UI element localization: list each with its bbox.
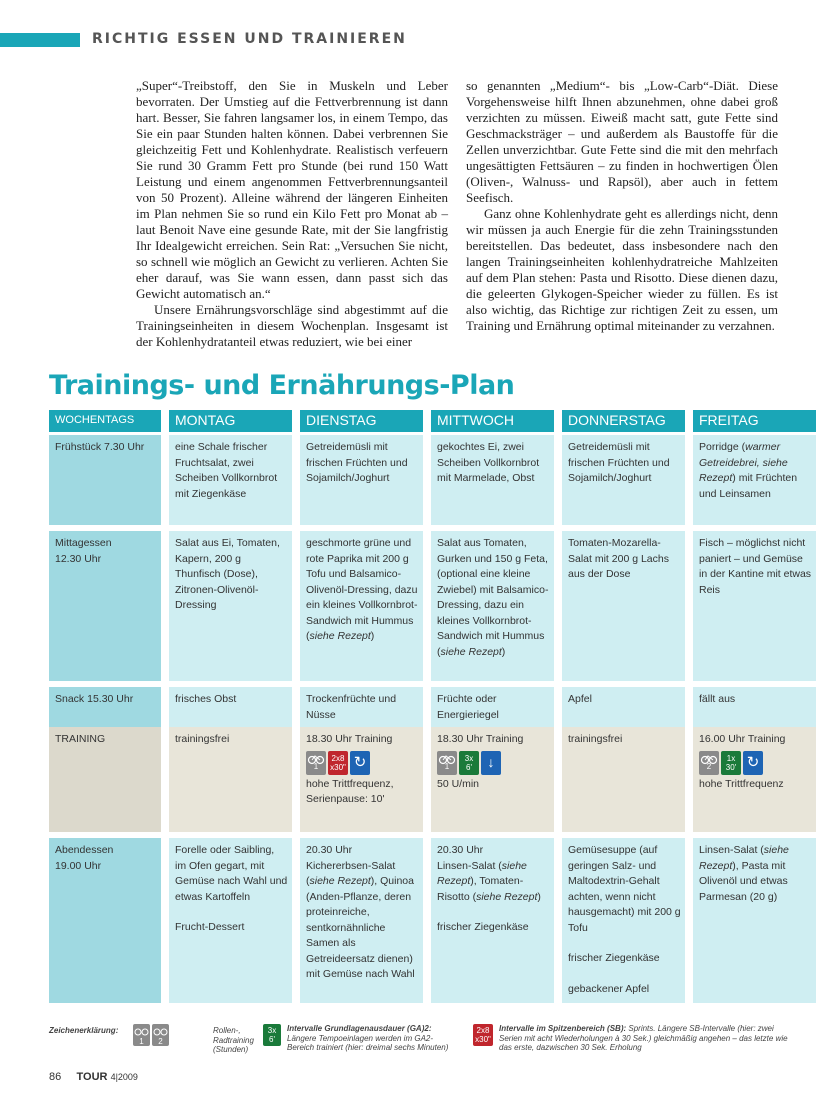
legend-ga-text bbox=[287, 1024, 457, 1053]
text: Linsen-Salat ( bbox=[437, 859, 502, 872]
ga-interval-icon bbox=[263, 1024, 281, 1046]
text: x30" bbox=[475, 1035, 491, 1044]
paragraph: so genannten „Medium“- bis „Low-Carb“-Diät. Diese Vorgehensweise hilft Ihnen abzunehmen, ohne dabei groß verzichten zu müssen. Eiweiß macht satt, gute Fette sind Geschmacksträger – und außerdem als Baustoffe für die Zellen unverzichtbar. Gute Fette sind die mit den mehrfach ungesättigten Fettsäuren – zu finden in hochwertigen Ölen (Oliven-, Walnuss- und Rapsöl), aber auch in fettem Seefisch. bbox=[466, 78, 778, 205]
text: ) bbox=[501, 645, 506, 658]
high-cadence-icon: ↻ bbox=[743, 751, 763, 775]
ga-interval-icon bbox=[459, 751, 479, 775]
training-icons bbox=[306, 751, 419, 775]
text: 1 bbox=[313, 762, 319, 771]
day-header-tuesday: DIENSTAG bbox=[300, 410, 423, 435]
text: Längere Tempoeinlagen werden im GA2-Bereich trainiert (hier: dreimal sechs Minuten) bbox=[287, 1033, 449, 1052]
text: 1 bbox=[444, 762, 450, 771]
text: 6' bbox=[466, 762, 472, 772]
text: siehe Rezept bbox=[437, 859, 527, 887]
bike-icon bbox=[306, 751, 326, 775]
text: 20.30 Uhr bbox=[437, 844, 484, 856]
text: Frucht-Dessert bbox=[175, 921, 245, 933]
text: 2x8 bbox=[331, 753, 345, 763]
row-label: Snack 15.30 Uhr bbox=[49, 687, 161, 727]
legend-sb-text bbox=[499, 1024, 799, 1053]
text: 6' bbox=[269, 1035, 275, 1044]
cell: gekochtes Ei, zwei Scheiben Vollkornbrot mit Marmelade, Obst bbox=[431, 435, 554, 525]
sb-interval-icon bbox=[328, 751, 348, 775]
cell: Tomaten-Mozarella-Salat mit 200 g Lachs aus der Dose bbox=[562, 531, 685, 681]
row-label bbox=[49, 838, 161, 1003]
text: ), Pasta mit Olivenöl und etwas Parmesan (20 g) bbox=[699, 859, 788, 903]
text: Gemüsesuppe (auf geringen Salz- und Maltodextrin-Gehalt achten, wenn nicht hausgemacht) mit 200 g Tofu bbox=[568, 844, 681, 934]
cell bbox=[300, 838, 423, 1003]
text: siehe Rezept bbox=[440, 645, 502, 658]
cell bbox=[169, 838, 292, 1003]
text: Mittagessen bbox=[55, 537, 112, 549]
text: siehe Rezept bbox=[309, 875, 371, 887]
text: 3x bbox=[464, 753, 474, 763]
cell bbox=[693, 727, 816, 832]
day-header-thursday: DONNERSTAG bbox=[562, 410, 685, 435]
sb-interval-icon bbox=[473, 1024, 493, 1046]
row-dinner bbox=[49, 838, 816, 1003]
cell: trainingsfrei bbox=[562, 727, 685, 832]
cell bbox=[431, 531, 554, 681]
paragraph: „Super“-Treibstoff, den Sie in Muskeln und Leber bevorraten. Der Umstieg auf die Fettverbrennung ist dann hart. Besser, Sie fahren langsamer los, in einem Tempo, das Sie ein paar Stunden halten können. Dabei verbrennen Sie gleichzeitig Fett und Kohlenhydrate. Realistisch verfeuern Sie rund 30 Gramm Fett pro Stunde (bei rund 150 Watt Leistung und einem angenommen Fettverbrennungsanteil von 50 Prozent). Alleine während der längeren Einheiten im Plan nehmen Sie so rund ein Kilo Fett pro Monat ab – laut Benoit Nave eine gesunde Rate, mit der Sie langfristig Ihr Idealgewicht erreichen. Sein Rat: „Versuchen Sie nicht, so schnell wie möglich an Gewicht zu verlieren. Achten Sie eher darauf, was Sie wann essen, dann passt sich das Gewicht automatisch an.“ bbox=[136, 78, 448, 301]
row-training bbox=[49, 727, 816, 832]
text: ), Quinoa (Anden-Pflanze, deren proteinreiche, sentkornähnliche Samen als Getreideersatz dienen) mit Gemüse nach Wahl bbox=[306, 875, 415, 980]
legend-bike-icons bbox=[133, 1024, 169, 1046]
text: geschmorte grüne und rote Paprika mit 200 g Tofu und Balsamico-Olivenöl-Dressing, dazu ein kleines Vollkornbrot-Sandwich mit Hummus ( bbox=[306, 537, 418, 642]
plan-table bbox=[49, 410, 816, 1003]
training-icons bbox=[699, 751, 812, 775]
text: 20.30 Uhr bbox=[306, 844, 353, 856]
text: Sprints. Längere SB-Intervalle (hier: zwei Serien mit acht Wiederholungen à 30 Sek.) gleichmäßig angehen – das letzte wie das erste, dazwischen 30 Sek. Erholung bbox=[499, 1024, 788, 1052]
cell: Salat aus Ei, Tomaten, Kapern, 200 g Thunfisch (Dose), Zitronen-Olivenöl-Dressing bbox=[169, 531, 292, 681]
cell: fällt aus bbox=[693, 687, 816, 727]
text: ) mit Früchten und Leinsamen bbox=[699, 472, 798, 500]
bike-icon bbox=[133, 1024, 150, 1046]
issue: 4|2009 bbox=[110, 1072, 138, 1082]
cell bbox=[300, 727, 423, 832]
cell bbox=[431, 727, 554, 832]
text: warmer Getreidebrei, siehe Rezept bbox=[699, 441, 788, 484]
article-column-1 bbox=[136, 78, 448, 350]
text: 16.00 Uhr Training bbox=[699, 733, 786, 745]
text: ) bbox=[370, 630, 375, 642]
text: 30' bbox=[725, 762, 737, 772]
text: frischer Ziegenkäse bbox=[437, 921, 529, 933]
text: 2x8 bbox=[476, 1026, 490, 1035]
text: hohe Trittfrequenz, Serienpause: 10' bbox=[306, 777, 394, 805]
cell bbox=[562, 838, 685, 1003]
text: ) bbox=[537, 890, 541, 903]
text: siehe Rezept bbox=[476, 890, 538, 903]
paragraph: Unsere Ernährungsvorschläge sind abgestimmt auf die Trainingseinheiten in diesem Wochenplan. Insgesamt ist der Kohlenhydratanteil etwas reduziert, wie bei einer bbox=[136, 302, 448, 349]
cell: frisches Obst bbox=[169, 687, 292, 727]
text: hohe Trittfrequenz bbox=[699, 777, 784, 790]
low-cadence-icon: ↓ bbox=[481, 751, 501, 775]
magazine-name: TOUR bbox=[76, 1071, 108, 1083]
plan-header-row bbox=[49, 410, 816, 435]
cell: Apfel bbox=[562, 687, 685, 727]
cell: Getreidemüsli mit frischen Früchten und Sojamilch/Joghurt bbox=[300, 435, 423, 525]
text: 19.00 Uhr bbox=[55, 859, 102, 872]
paragraph: Ganz ohne Kohlenhydrate geht es allerdings nicht, denn wir müssen ja auch Energie für die zehn Trainingsstunden bereitstellen. Das bedeutet, dass insbesondere nach den langen Trainingseinheiten kohlenhydratreiche Mahlzeiten auf dem Plan stehen: Pasta und Risotto. Diese dienen dazu, die geleerten Glykogen-Speicher wieder zu füllen. Es ist also wichtig, das Richtige zur richtigen Zeit zu essen, um Training und Ernährung optimal miteinander zu verzahnen. bbox=[466, 206, 778, 333]
page-footer bbox=[49, 1071, 138, 1083]
cell: trainingsfrei bbox=[169, 727, 292, 832]
text: Kichererbsen-Salat ( bbox=[306, 859, 396, 887]
legend-label: Zeichenerklärung: bbox=[49, 1026, 119, 1035]
text: Intervalle im Spitzenbereich (SB): bbox=[499, 1024, 627, 1033]
row-breakfast bbox=[49, 435, 816, 525]
day-header-friday: FREITAG bbox=[693, 410, 816, 435]
text: 50 U/min bbox=[437, 777, 480, 790]
row-label: Frühstück 7.30 Uhr bbox=[49, 435, 161, 525]
cell bbox=[431, 838, 554, 1003]
text: 12.30 Uhr bbox=[55, 552, 102, 565]
day-header-monday: MONTAG bbox=[169, 410, 292, 435]
high-cadence-icon: ↻ bbox=[350, 751, 370, 775]
cell bbox=[693, 435, 816, 525]
text: siehe Rezept bbox=[699, 844, 789, 872]
text: Intervalle Grundlagenausdauer (GA)2: bbox=[287, 1024, 432, 1033]
legend-bike-text: Rollen-, Radtraining (Stunden) bbox=[213, 1026, 254, 1054]
text: siehe Rezept bbox=[309, 630, 371, 642]
text: x30" bbox=[330, 762, 346, 772]
cell: Trockenfrüchte und Nüsse bbox=[300, 687, 423, 727]
bike-icon bbox=[699, 751, 719, 775]
training-icons bbox=[437, 751, 550, 775]
text: Linsen-Salat ( bbox=[699, 844, 764, 856]
text: 18.30 Uhr Training bbox=[306, 733, 393, 745]
row-lunch bbox=[49, 531, 816, 681]
section-title: RICHTIG ESSEN UND TRAINIEREN bbox=[92, 31, 407, 47]
day-header-wednesday: MITTWOCH bbox=[431, 410, 554, 435]
text: Salat aus Tomaten, Gurken und 150 g Feta, (optional eine kleine Zwiebel) mit Balsamico-Dressing, dazu ein kleines Vollkornbrot-Sandwich mit Hummus ( bbox=[437, 537, 549, 658]
text: 2 bbox=[706, 762, 712, 771]
row-snack bbox=[49, 687, 816, 727]
text: 2 bbox=[158, 1036, 163, 1046]
corner-cell: WOCHENTAGS bbox=[49, 410, 161, 435]
text: gebackener Apfel bbox=[568, 982, 650, 995]
text: 18.30 Uhr Training bbox=[437, 733, 524, 745]
plan-title: Trainings- und Ernährungs-Plan bbox=[49, 370, 515, 401]
cell: Fisch – möglichst nicht paniert – und Gemüse in der Kantine mit etwas Reis bbox=[693, 531, 816, 681]
text: frischer Ziegenkäse bbox=[568, 952, 660, 964]
row-label bbox=[49, 531, 161, 681]
page-number: 86 bbox=[49, 1071, 62, 1083]
bike-icon bbox=[437, 751, 457, 775]
text: 3x bbox=[267, 1026, 277, 1035]
text: 1x bbox=[726, 753, 736, 763]
text: Porridge ( bbox=[699, 441, 746, 453]
text: ), Tomaten-Risotto ( bbox=[437, 875, 524, 903]
row-label: TRAINING bbox=[49, 727, 161, 832]
text: 1 bbox=[139, 1036, 144, 1046]
cell bbox=[300, 531, 423, 681]
cell bbox=[693, 838, 816, 1003]
cell: eine Schale frischer Fruchtsalat, zwei Scheiben Vollkornbrot mit Ziegenkäse bbox=[169, 435, 292, 525]
ga-interval-icon bbox=[721, 751, 741, 775]
text: Abendessen bbox=[55, 844, 114, 856]
text: Forelle oder Saibling, im Ofen gegart, mit Gemüse nach Wahl und etwas Kartoffeln bbox=[175, 844, 288, 903]
cell: Getreidemüsli mit frischen Früchten und Sojamilch/Joghurt bbox=[562, 435, 685, 525]
cell: Früchte oder Energieriegel bbox=[431, 687, 554, 727]
header-accent-bar bbox=[0, 33, 80, 47]
bike-icon bbox=[152, 1024, 169, 1046]
article-column-2 bbox=[466, 78, 778, 334]
